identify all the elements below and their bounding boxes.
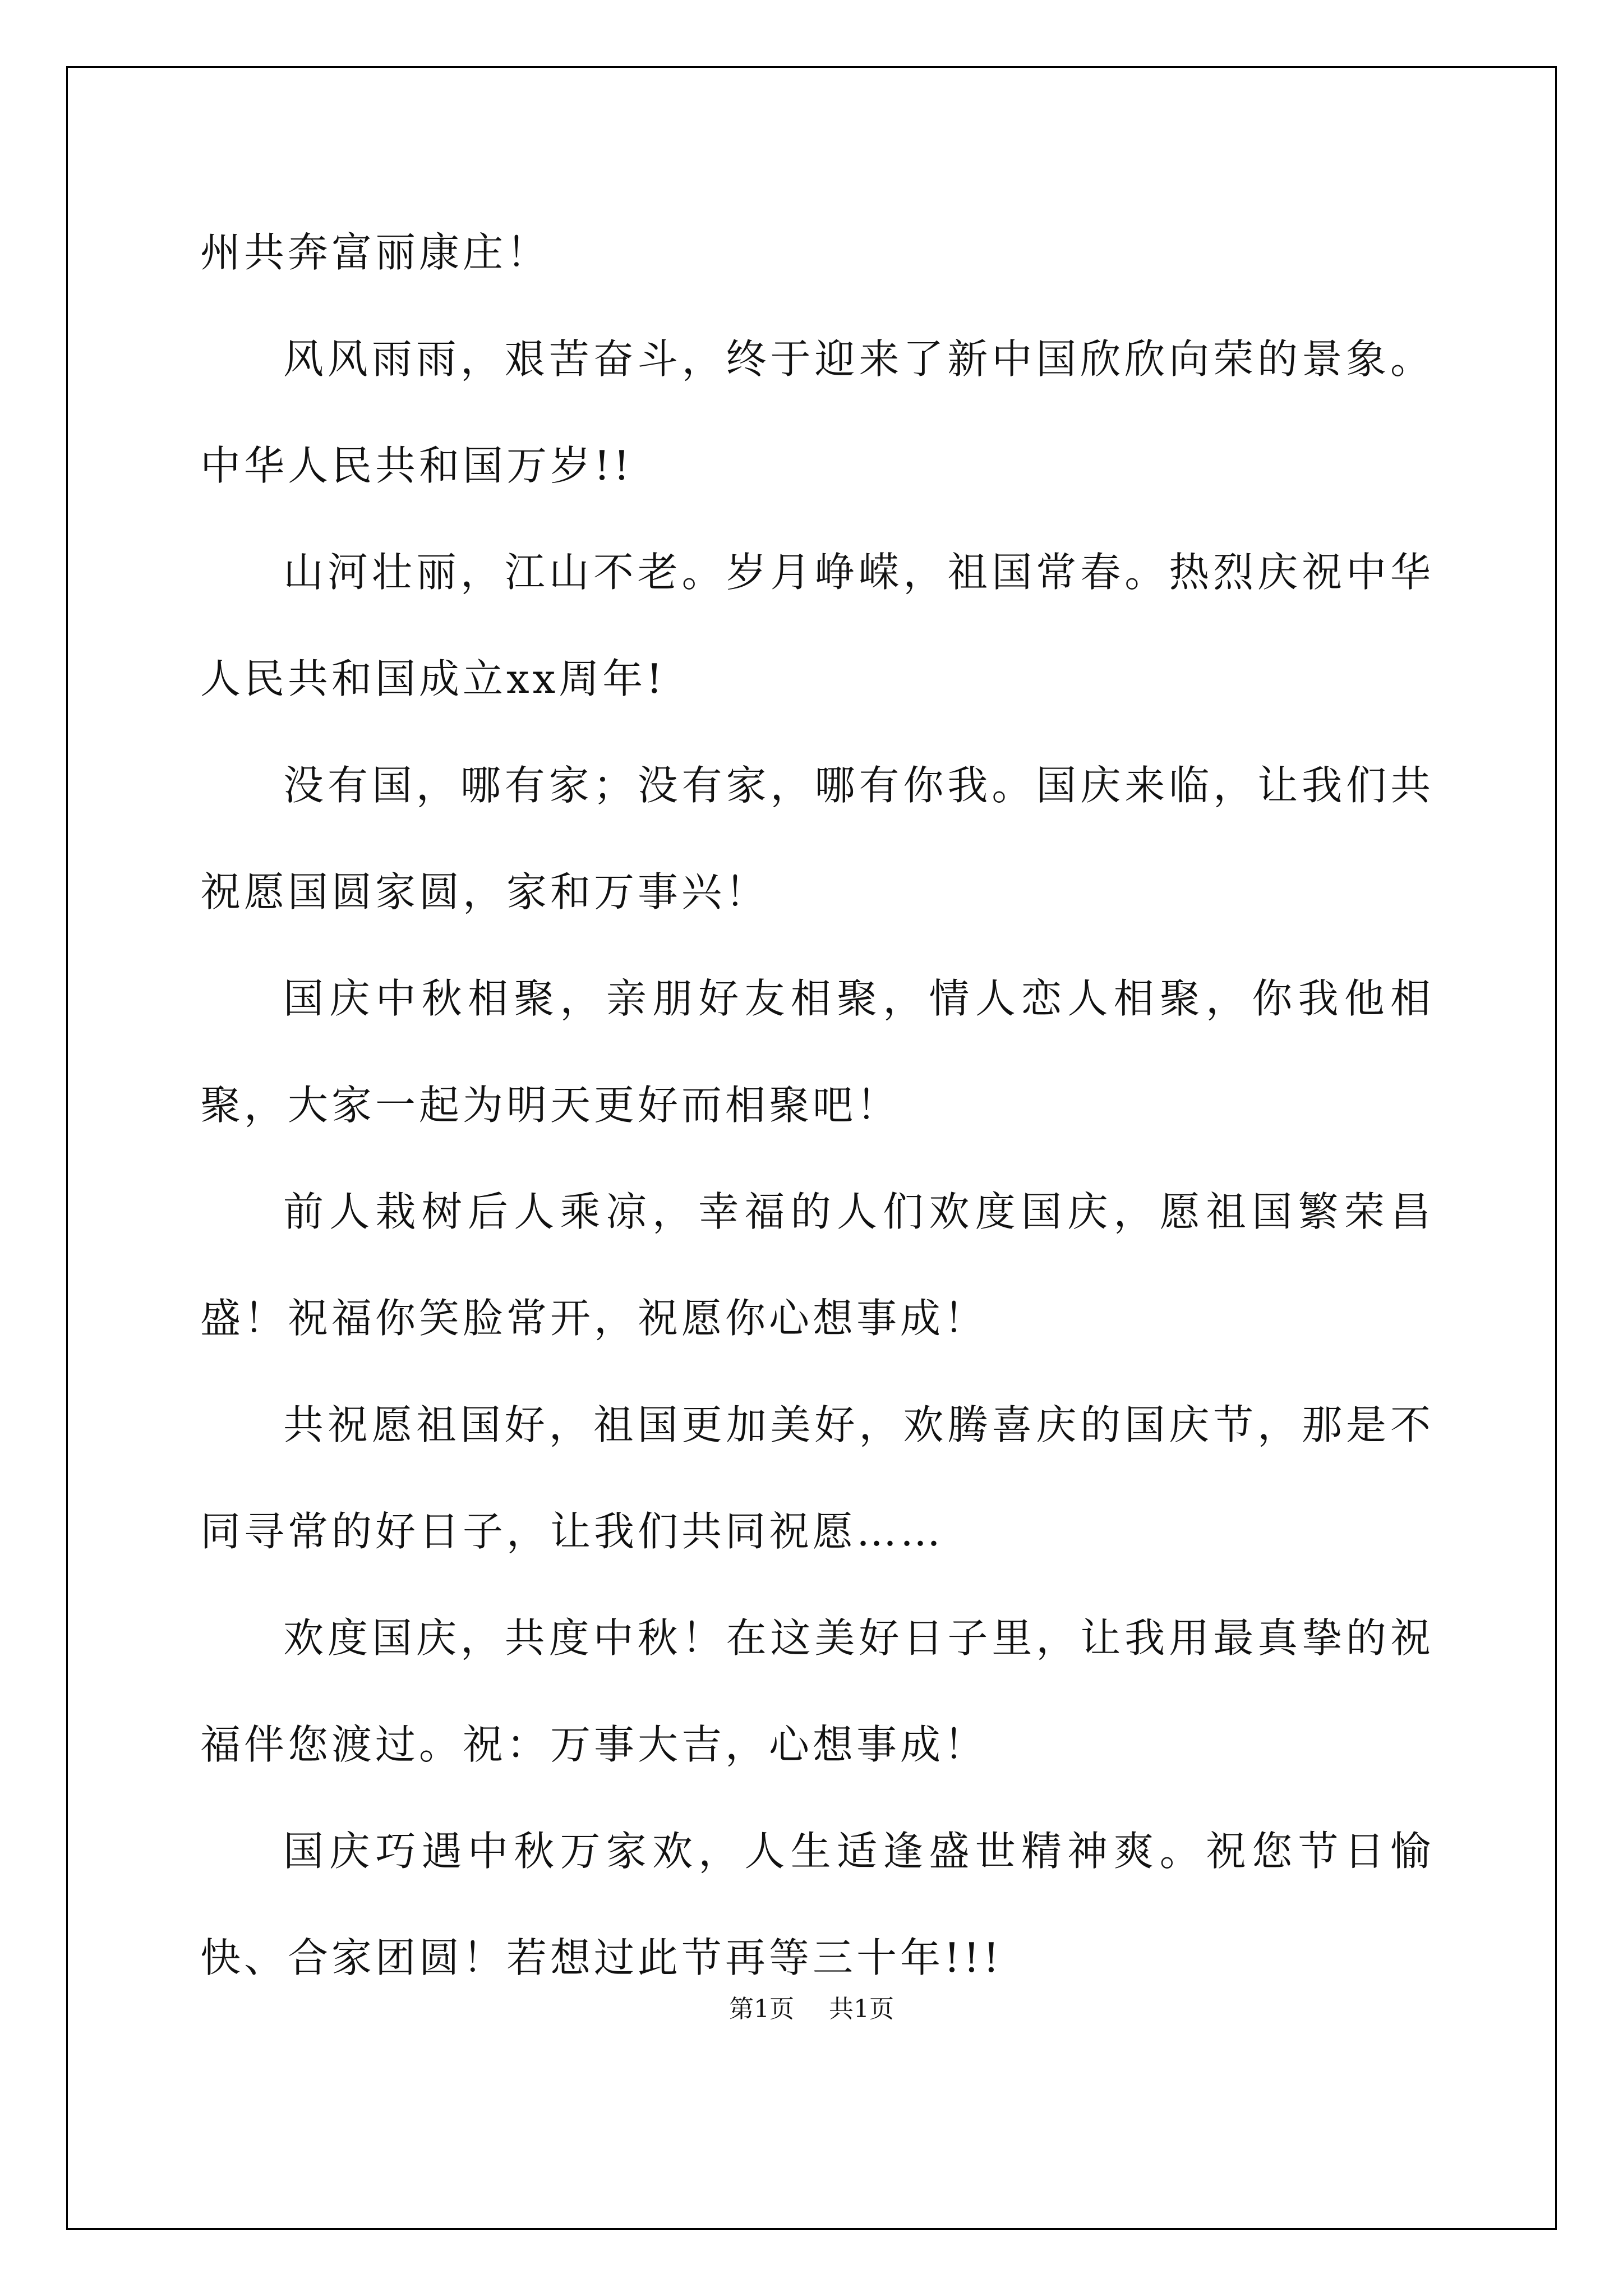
paragraph: 国庆中秋相聚，亲朋好友相聚，情人恋人相聚，你我他相聚，大家一起为明天更好而相聚吧！ bbox=[200, 975, 1434, 1129]
page-footer bbox=[0, 1989, 1623, 2024]
paragraph: 山河壮丽，江山不老。岁月峥嵘，祖国常春。热烈庆祝中华人民共和国成立xx周年! bbox=[200, 549, 1434, 702]
document-body bbox=[200, 199, 1434, 2011]
page-total: 共1页 bbox=[829, 1995, 894, 2023]
paragraph: 国庆巧遇中秋万家欢，人生适逢盛世精神爽。祝您节日愉快、合家团圆！若想过此节再等三十年!!! bbox=[200, 1828, 1434, 1981]
paragraph: 共祝愿祖国好，祖国更加美好，欢腾喜庆的国庆节，那是不同寻常的好日子，让我们共同祝愿…… bbox=[200, 1401, 1434, 1555]
paragraph: 风风雨雨，艰苦奋斗，终于迎来了新中国欣欣向荣的景象。中华人民共和国万岁!! bbox=[200, 335, 1434, 489]
paragraph: 没有国，哪有家；没有家，哪有你我。国庆来临，让我们共祝愿国圆家圆，家和万事兴！ bbox=[200, 762, 1434, 915]
paragraph: 州共奔富丽康庄！ bbox=[200, 229, 551, 276]
page-number: 第1页 bbox=[729, 1995, 794, 2023]
paragraph: 前人栽树后人乘凉，幸福的人们欢度国庆，愿祖国繁荣昌盛！祝福你笑脸常开，祝愿你心想事成！ bbox=[200, 1188, 1434, 1342]
paragraph: 欢度国庆，共度中秋！在这美好日子里，让我用最真挚的祝福伴您渡过。祝：万事大吉，心想事成！ bbox=[200, 1614, 1434, 1768]
